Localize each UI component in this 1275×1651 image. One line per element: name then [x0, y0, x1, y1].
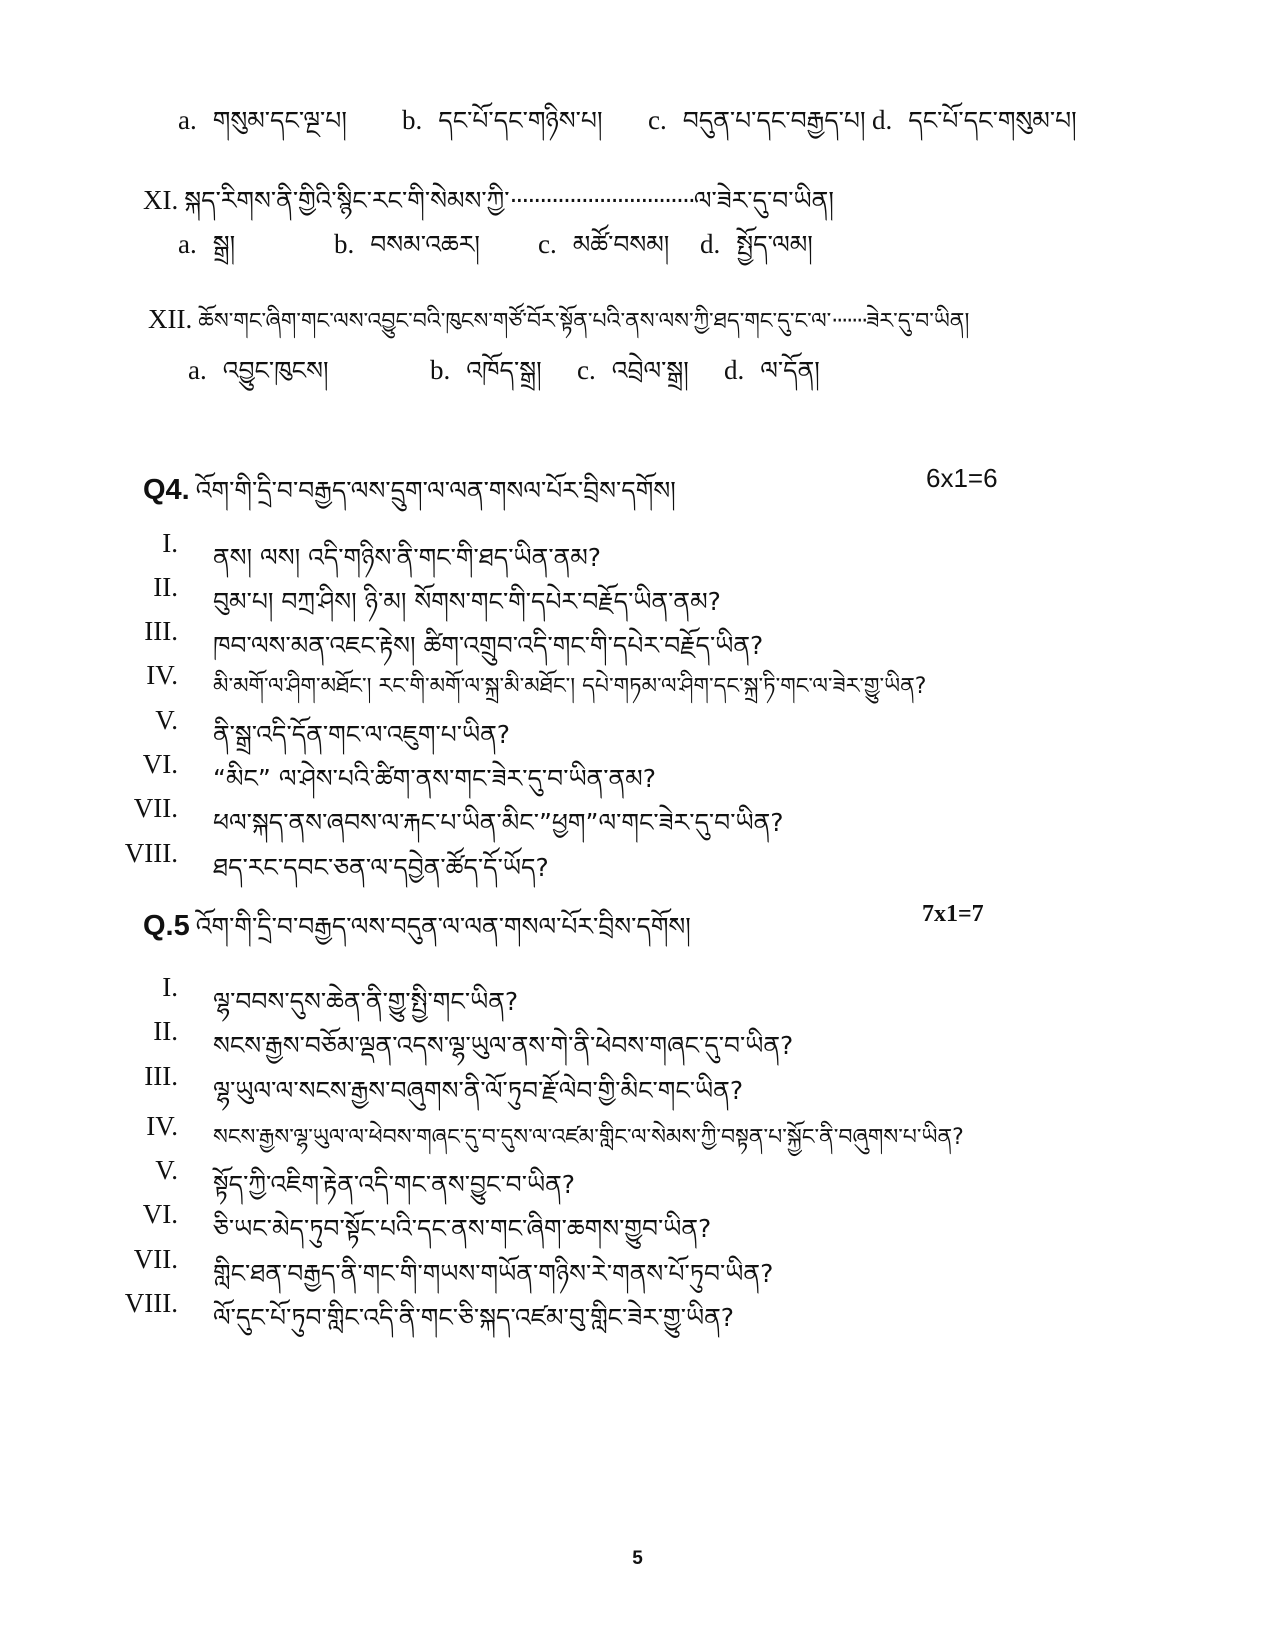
option-d: d. དང་པོ་དང་གསུམ་པ། — [872, 105, 1077, 135]
q5-item-text: ལོ་དུང་པོ་ཏུབ་གླིང་འདི་ནི་གང་ཅི་སྐད་འཛམ་བུ་གླིང་ཟེར་གྱུ་ཡིན? — [213, 1303, 735, 1332]
q4-item-number: VIII. — [124, 838, 178, 868]
q5-item-text: ལྷ་ཡུལ་ལ་སངས་རྒྱས་བཞུགས་ནི་ལོ་ཏུབ་རྗོ་ལེབ་གྱི་མིང་གང་ཡིན? — [213, 1076, 744, 1105]
q4-item-number: III. — [144, 616, 178, 646]
q4-item-text: མི་མགོ་ལ་ཤིག་མཐོང་། རང་གི་མགོ་ལ་སྐྲ་མི་མཐོང་། དཔེ་གཏམ་ལ་ཤིག་དང་སྐྲ་ཏི་གང་ལ་ཟེར་གྱུ་ཡིན? — [213, 674, 927, 699]
q4-item-text: ནས། ལས། འདི་གཉིས་ནི་གང་གི་ཐད་ཡིན་ནམ? — [213, 543, 602, 572]
q4-item-text: “མིང” ལ་ཤེས་པའི་ཚིག་ནས་གང་ཟེར་དུ་བ་ཡིན་ནམ? — [213, 764, 656, 793]
xi-option-b: b. བསམ་འཆར། — [334, 229, 480, 259]
page-number: 5 — [632, 1548, 643, 1569]
q4-heading: Q4. འོག་གི་དྲི་བ་བརྒྱད་ལས་དྲུག་ལ་ལན་གསལ་པོར་བྲིས་དགོས། — [143, 474, 676, 506]
q5-item-number: III. — [144, 1061, 178, 1091]
question-xi: XI. སྐད་རིགས་ནི་གྱིའི་སྙིང་རང་གི་སེམས་ཀྱི་·······························ལ་ཟེར་དུ་བ་ཡིན། — [143, 185, 834, 215]
q4-item-number: II. — [153, 572, 178, 602]
q5-item-number: VIII. — [124, 1288, 178, 1318]
q5-marks: 7x1=7 — [922, 901, 984, 927]
q4-item-text: ནི་སྒྲ་འདི་དོན་གང་ལ་འཇུག་པ་ཡིན? — [213, 720, 511, 749]
q4-item-text: ཁབ་ལས་མན་འཇང་རྟེས། ཚིག་འགྲུབ་འདི་གང་གི་དཔེར་བརྗོད་ཡིན? — [213, 631, 764, 660]
q4-item-text: བུམ་པ། བཀྲ་ཤིས། ཉི་མ། སོགས་གང་གི་དཔེར་བརྗོད་ཡིན་ནམ? — [213, 587, 721, 616]
xi-option-d: d. སྤྱོད་ལམ། — [700, 229, 813, 259]
q5-item-number: II. — [153, 1016, 178, 1046]
q5-item-text: ལྷ་བབས་དུས་ཆེན་ནི་གྱུ་སྤྱི་གང་ཡིན? — [213, 987, 519, 1016]
xii-option-c: c. འབྲེལ་སྒྲ། — [577, 355, 689, 385]
option-b: b. དང་པོ་དང་གཉིས་པ། — [402, 105, 603, 135]
q5-item-text: ཅི་ཡང་མེད་ཏུབ་སྟོང་པའི་དང་ནས་གང་ཞིག་ཆགས་གྱུབ་ཡིན? — [213, 1214, 712, 1243]
question-xii: XII. ཆོས་གང་ཞིག་གང་ལས་འབྱུང་བའི་ཁུངས་གཙོ་བོར་སྟོན་པའི་ནས་ལས་ཀྱི་ཐད་གང་དུ་ང་ལ་·······ཟེར་དུ་བ་ཡིན། — [148, 304, 970, 334]
q4-item-text: ཐད་རང་དབང་ཅན་ལ་དབྱེན་ཚོད་དོ་ཡོད? — [213, 853, 549, 882]
xii-option-b: b. འཁོད་སྒྲ། — [430, 355, 542, 385]
q5-item-text: སངས་རྒྱས་ལྷ་ཡུལ་ལ་ཕེབས་གཞང་དུ་བ་དུས་ལ་འཛམ་གླིང་ལ་སེམས་ཀྱི་བསྟན་པ་སྐྱོང་ནི་བཞུགས་པ་ཡིན? — [213, 1125, 964, 1150]
xii-option-d: d. ལ་དོན། — [724, 355, 820, 385]
xi-option-a: a. སྒྲ། — [178, 229, 236, 259]
q4-item-number: V. — [155, 705, 178, 735]
xi-option-c: c. མཚོ་བསམ། — [538, 229, 670, 259]
q5-item-number: V. — [155, 1155, 178, 1185]
q4-item-number: VII. — [133, 793, 178, 823]
q5-item-number: VII. — [133, 1244, 178, 1274]
q4-item-text: ཕལ་སྐད་ནས་ཞབས་ལ་རྐང་པ་ཡིན་མིང་”ཕྱག”ལ་གང་ཟེར་དུ་བ་ཡིན? — [213, 808, 784, 837]
q5-item-text: སངས་རྒྱས་བཅོམ་ལྡན་འདས་ལྷ་ཡུལ་ནས་གེ་ནི་ཕེབས་གཞང་དུ་བ་ཡིན? — [213, 1031, 794, 1060]
q5-item-number: VI. — [142, 1199, 178, 1229]
q5-item-number: IV. — [146, 1111, 178, 1141]
q4-marks: 6x1=6 — [926, 463, 998, 493]
option-a: a. གསུམ་དང་ལྔ་པ། — [178, 105, 347, 135]
q4-item-number: VI. — [142, 749, 178, 779]
xii-option-a: a. འབྱུང་ཁུངས། — [188, 355, 329, 385]
q5-item-number: I. — [162, 972, 178, 1002]
q4-item-number: I. — [162, 528, 178, 558]
q5-item-text: སྟོད་ཀྱི་འཇིག་རྟེན་འདི་གང་ནས་བྱུང་བ་ཡིན? — [213, 1170, 576, 1199]
q4-item-number: IV. — [146, 660, 178, 690]
option-c: c. བདུན་པ་དང་བརྒྱད་པ། — [648, 105, 866, 135]
q5-heading: Q.5 འོག་གི་དྲི་བ་བརྒྱད་ལས་བདུན་ལ་ལན་གསལ་པོར་བྲིས་དགོས། — [143, 910, 691, 942]
q5-item-text: གླིང་ཐན་བརྒྱད་ནི་གང་གི་གཡས་གཡོན་གཉིས་རེ་གནས་པོ་ཏུབ་ཡིན? — [213, 1259, 774, 1288]
